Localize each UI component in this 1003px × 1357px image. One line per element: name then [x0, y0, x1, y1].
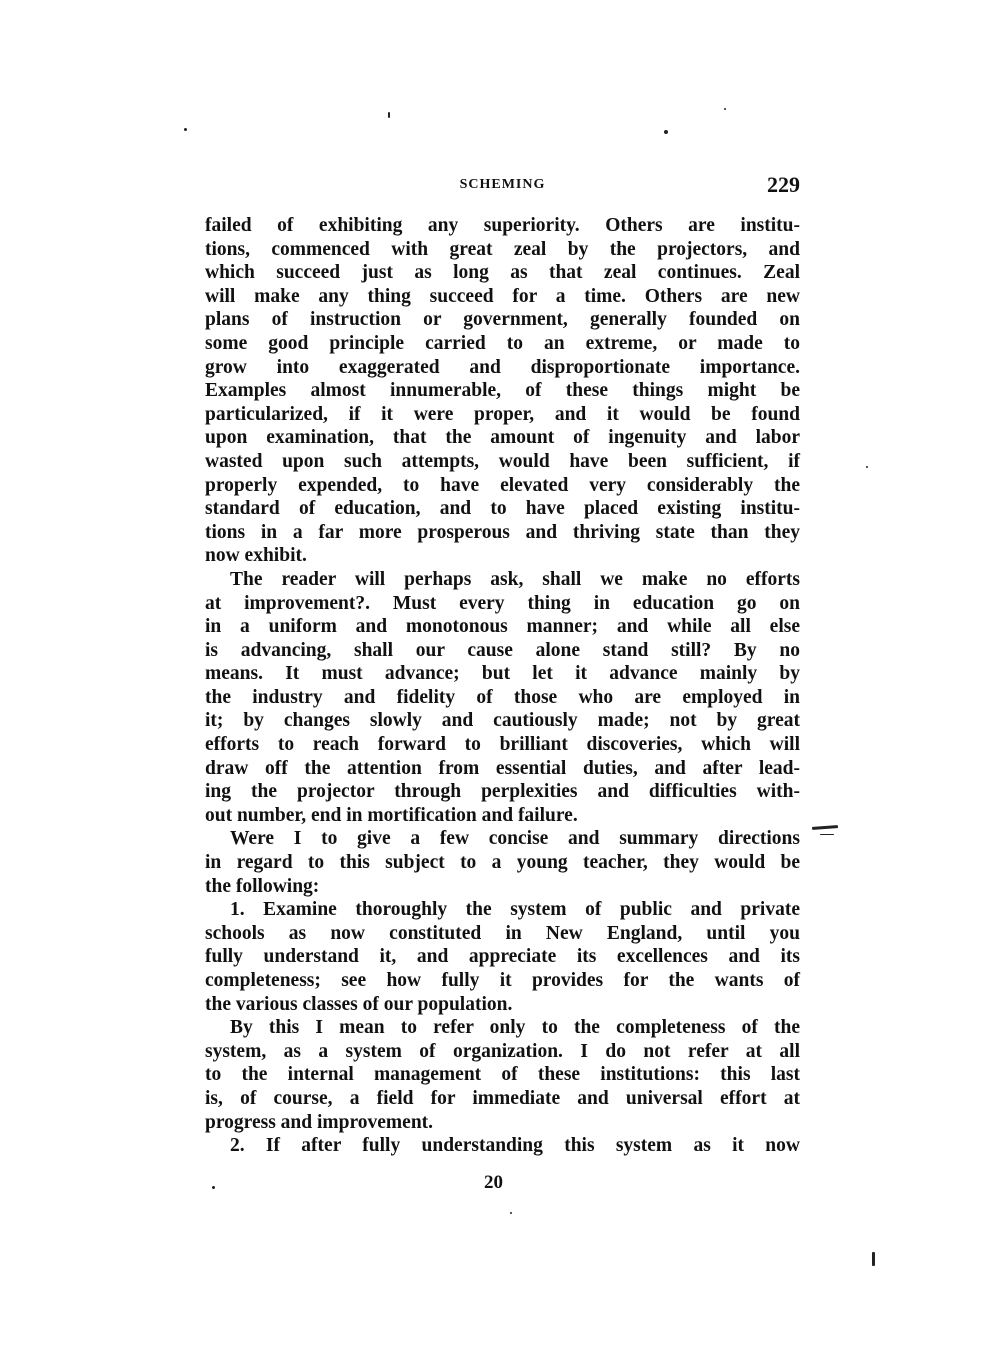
text-line: Examples almost innumerable, of these things might be [205, 380, 800, 402]
text-line: fully understand it, and appreciate its excellences and its [205, 946, 800, 968]
text-line: particularized, if it were proper, and it would be found [205, 403, 800, 425]
text-line: tions in a far more prosperous and thriving state than they [205, 521, 800, 543]
scan-speck [724, 108, 726, 110]
text-line: upon examination, that the amount of ingenuity and labor [205, 427, 800, 449]
page-number: 229 [767, 172, 800, 197]
scan-speck [812, 825, 838, 830]
text-line: which succeed just as long as that zeal continues. Zeal [205, 262, 800, 284]
signature-mark: 20 [484, 1172, 503, 1193]
text-line: the various classes of our population. [205, 993, 513, 1015]
scan-speck [510, 1212, 512, 1214]
text-line: tions, commenced with great zeal by the projectors, and [205, 238, 800, 260]
text-line: Were I to give a few concise and summary directions [230, 828, 800, 850]
scan-speck [820, 834, 834, 835]
text-line: means. It must advance; but let it advance mainly by [205, 663, 800, 685]
text-line: in regard to this subject to a young teacher, they would be [205, 852, 800, 874]
text-line: failed of exhibiting any superiority. Others are institu- [205, 215, 800, 236]
text-line: in a uniform and monotonous manner; and while all else [205, 616, 800, 638]
text-line: grow into exaggerated and disproportionate importance. [205, 356, 800, 378]
text-line: completeness; see how fully it provides for the wants of [205, 970, 800, 991]
text-line: plans of instruction or government, generally founded on [205, 309, 800, 331]
text-line: wasted upon such attempts, would have been sufficient, if [205, 450, 800, 472]
scan-speck [866, 466, 868, 468]
text-line: some good principle carried to an extreme, or made to [205, 332, 800, 354]
text-line: By this I mean to refer only to the completeness of the [230, 1017, 800, 1039]
text-line: is, of course, a field for immediate and universal effort at [205, 1087, 800, 1109]
text-line: standard of education, and to have placed existing institu- [205, 498, 800, 520]
text-line: system, as a system of organization. I do not refer at all [205, 1040, 800, 1062]
body-text [205, 214, 800, 1158]
text-line: is advancing, shall our cause alone stand still? By no [205, 639, 800, 661]
running-title: SCHEMING [459, 177, 546, 192]
text-line: schools as now constituted in New England, until you [205, 922, 800, 944]
running-head [205, 172, 800, 196]
text-line: 2. If after fully understanding this system as it now [230, 1135, 800, 1157]
scan-speck [388, 112, 390, 118]
text-line: draw off the attention from essential duties, and after lead- [205, 757, 800, 779]
text-line: out number, end in mortification and failure. [205, 804, 578, 826]
text-line: efforts to reach forward to brilliant discoveries, which will [205, 734, 800, 756]
text-line: at improvement?. Must every thing in education go on [205, 592, 800, 614]
text-line: The reader will perhaps ask, shall we make no efforts [230, 568, 800, 590]
scan-speck [184, 128, 187, 131]
text-line: now exhibit. [205, 545, 307, 567]
text-line: to the internal management of these institutions: this last [205, 1064, 800, 1086]
text-line: ing the projector through perplexities and difficulties with- [205, 781, 800, 803]
scan-speck [664, 130, 668, 134]
text-line: the industry and fidelity of those who are employed in [205, 686, 800, 708]
text-line: 1. Examine thoroughly the system of public and private [230, 899, 800, 921]
text-line: properly expended, to have elevated very considerably the [205, 474, 800, 496]
text-line: it; by changes slowly and cautiously made; not by great [205, 710, 800, 732]
text-line: will make any thing succeed for a time. Others are new [205, 285, 800, 307]
scan-speck [872, 1252, 875, 1266]
text-line: the following: [205, 875, 320, 897]
text-line: progress and improvement. [205, 1111, 434, 1133]
scan-speck [212, 1186, 215, 1189]
